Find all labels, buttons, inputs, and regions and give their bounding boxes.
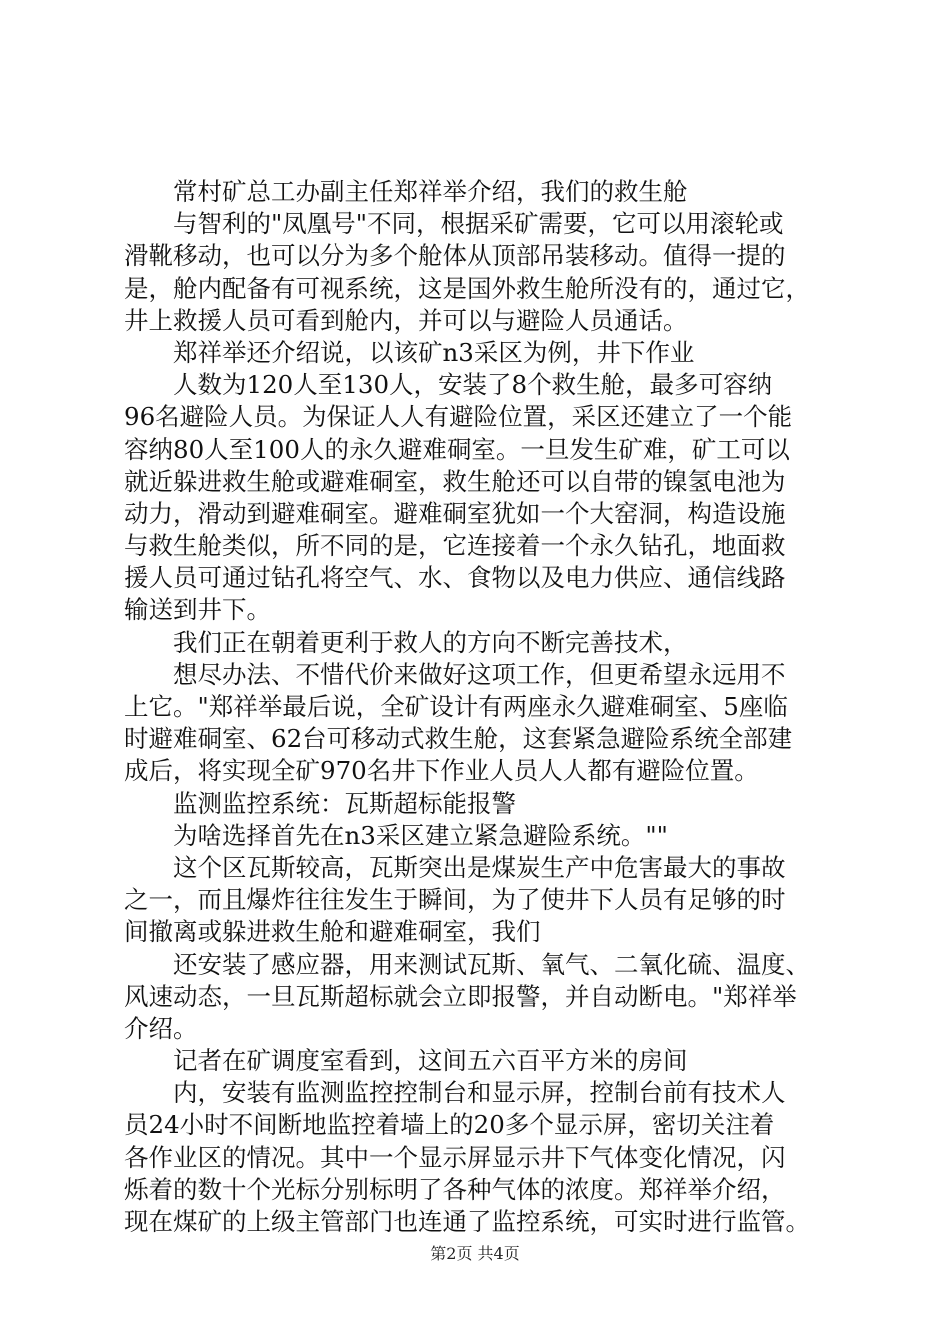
text-line: 想尽办法、不惜代价来做好这项工作，但更希望永远用不 xyxy=(173,659,786,689)
text-line: 各作业区的情况。其中一个显示屏显示井下气体变化情况，闪 xyxy=(124,1142,786,1172)
text-line: 之一，而且爆炸往往发生于瞬间，为了使井下人员有足够的时 xyxy=(124,885,786,915)
text-line: 郑祥举还介绍说，以该矿n3采区为例，井下作业 xyxy=(173,337,695,367)
text-line: 监测监控系统：瓦斯超标能报警 xyxy=(173,788,516,818)
page-footer xyxy=(0,1244,950,1264)
text-line: 为啥选择首先在n3采区建立紧急避险系统。"" xyxy=(173,820,668,850)
text-line: 烁着的数十个光标分别标明了各种气体的浓度。郑祥举介绍， xyxy=(124,1174,786,1204)
text-line: 风速动态，一旦瓦斯超标就会立即报警，并自动断电。"郑祥举 xyxy=(124,981,797,1011)
text-line: 常村矿总工办副主任郑祥举介绍，我们的救生舱 xyxy=(173,177,688,206)
text-line: 记者在矿调度室看到，这间五六百平方米的房间 xyxy=(173,1046,688,1076)
text-line: 介绍。 xyxy=(124,1013,198,1043)
text-line: 现在煤矿的上级主管部门也连通了监控系统，可实时进行监管。 xyxy=(124,1207,810,1236)
text-line: 我们正在朝着更利于救人的方向不断完善技术， xyxy=(173,627,688,657)
text-line: 成后，将实现全矿970名井下作业人员人人都有避险位置。 xyxy=(124,756,759,786)
text-line: 96名避险人员。为保证人人有避险位置，采区还建立了一个能 xyxy=(124,402,793,432)
text-line: 动力，滑动到避难硐室。避难硐室犹如一个大窑洞，构造设施 xyxy=(124,498,786,528)
text-line: 这个区瓦斯较高，瓦斯突出是煤炭生产中危害最大的事故 xyxy=(173,852,786,882)
text-line: 滑靴移动，也可以分为多个舱体从顶部吊装移动。值得一提的 xyxy=(124,241,786,271)
document-body xyxy=(124,176,844,1238)
text-line: 援人员可通过钻孔将空气、水、食物以及电力供应、通信线路 xyxy=(124,563,786,593)
text-line: 与智利的"凤凰号"不同，根据采矿需要，它可以用滚轮或 xyxy=(173,209,784,239)
text-line: 与救生舱类似，所不同的是，它连接着一个永久钻孔，地面救 xyxy=(124,531,786,561)
text-line: 上它。"郑祥举最后说，全矿设计有两座永久避难硐室、5座临 xyxy=(124,692,788,721)
text-line: 间撤离或躲进救生舱和避难硐室，我们 xyxy=(124,917,541,947)
text-line: 还安装了感应器，用来测试瓦斯、氧气、二氧化硫、温度、 xyxy=(173,949,810,979)
text-line: 输送到井下。 xyxy=(124,595,271,625)
text-line: 员24小时不间断地监控着墙上的20多个显示屏，密切关注着 xyxy=(124,1110,775,1140)
text-line: 容纳80人至100人的永久避难硐室。一旦发生矿难，矿工可以 xyxy=(124,434,790,464)
text-line: 时避难硐室、62台可移动式救生舱，这套紧急避险系统全部建 xyxy=(124,724,793,754)
text-line: 是，舱内配备有可视系统，这是国外救生舱所没有的，通过它， xyxy=(124,273,810,303)
text-line: 就近躲进救生舱或避难硐室，救生舱还可以自带的镍氢电池为 xyxy=(124,466,786,496)
text-line: 井上救援人员可看到舱内，并可以与避险人员通话。 xyxy=(124,305,688,335)
text-line: 内，安装有监测监控控制台和显示屏，控制台前有技术人 xyxy=(173,1078,786,1108)
text-line: 人数为120人至130人，安装了8个救生舱，最多可容纳 xyxy=(173,370,773,400)
page-number: 第2页 共4页 xyxy=(430,1244,520,1263)
